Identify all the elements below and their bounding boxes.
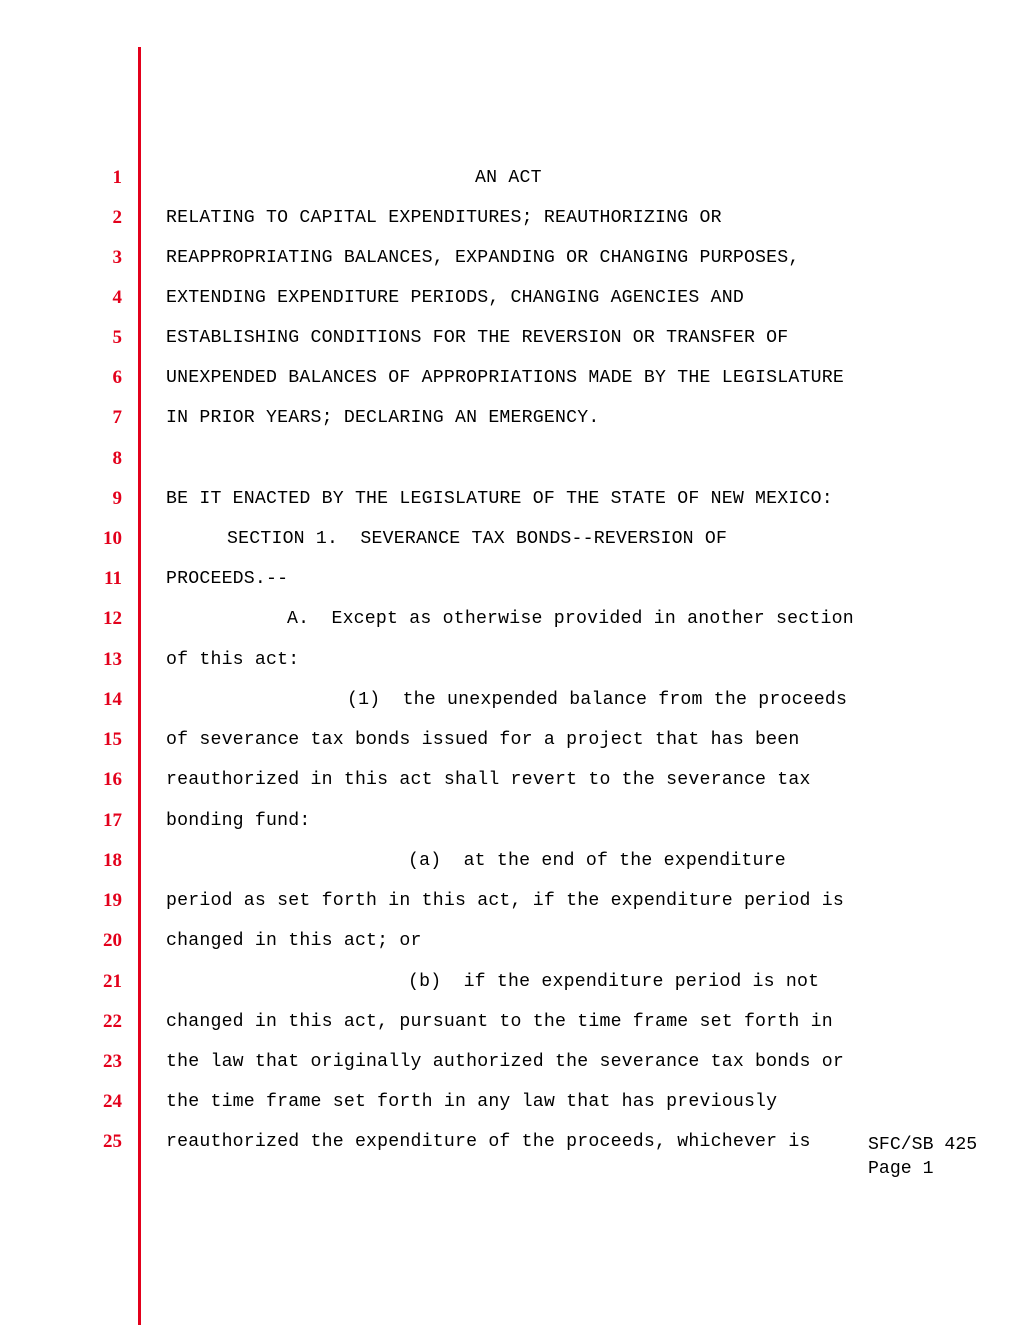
line-number: 3 [112, 247, 122, 268]
line-number: 22 [103, 1011, 122, 1032]
line-number: 9 [112, 488, 122, 509]
line-number: 6 [112, 367, 122, 388]
line-number: 5 [112, 327, 122, 348]
line-number: 2 [112, 207, 122, 228]
title-line: RELATING TO CAPITAL EXPENDITURES; REAUTHORIZING OR [166, 208, 722, 228]
line-number: 24 [103, 1091, 122, 1112]
paragraph-line: (1) the unexpended balance from the proceeds [347, 690, 848, 710]
body-line: bonding fund: [166, 811, 311, 831]
title-line: ESTABLISHING CONDITIONS FOR THE REVERSION OR TRANSFER OF [166, 328, 789, 348]
line-number: 13 [103, 649, 122, 670]
line-number: 4 [112, 287, 122, 308]
body-line: of severance tax bonds issued for a project that has been [166, 730, 800, 750]
body-line: period as set forth in this act, if the expenditure period is [166, 891, 844, 911]
bill-id: SFC/SB 425 [868, 1135, 978, 1155]
margin-rule [138, 47, 141, 1325]
line-number: 18 [103, 850, 122, 871]
body-line: reauthorized in this act shall revert to the severance tax [166, 770, 811, 790]
body-line: changed in this act, pursuant to the time frame set forth in [166, 1012, 833, 1032]
section-heading: PROCEEDS.-- [166, 569, 289, 589]
line-number: 7 [112, 407, 122, 428]
line-number: 14 [103, 689, 122, 710]
line-number: 23 [103, 1051, 122, 1072]
bill-heading: AN ACT [475, 168, 542, 188]
body-line: of this act: [166, 650, 300, 670]
line-number: 16 [103, 769, 122, 790]
line-number: 20 [103, 930, 122, 951]
enacting-clause: BE IT ENACTED BY THE LEGISLATURE OF THE STATE OF NEW MEXICO: [166, 489, 833, 509]
body-line: reauthorized the expenditure of the proceeds, whichever is [166, 1132, 811, 1152]
line-number: 15 [103, 729, 122, 750]
line-number: 25 [103, 1131, 122, 1152]
subparagraph-line: (a) at the end of the expenditure [408, 851, 786, 871]
line-number: 8 [112, 448, 122, 469]
subparagraph-line: (b) if the expenditure period is not [408, 972, 820, 992]
section-heading: SECTION 1. SEVERANCE TAX BONDS--REVERSION OF [227, 529, 728, 549]
line-number: 12 [103, 608, 122, 629]
line-number: 1 [112, 167, 122, 188]
line-number: 11 [104, 568, 122, 589]
title-line: EXTENDING EXPENDITURE PERIODS, CHANGING AGENCIES AND [166, 288, 744, 308]
subsection-line: A. Except as otherwise provided in another section [287, 609, 854, 629]
title-line: UNEXPENDED BALANCES OF APPROPRIATIONS MADE BY THE LEGISLATURE [166, 368, 844, 388]
page-number: Page 1 [868, 1159, 934, 1179]
line-number: 10 [103, 528, 122, 549]
line-number: 17 [103, 810, 122, 831]
line-number: 21 [103, 971, 122, 992]
title-line: REAPPROPRIATING BALANCES, EXPANDING OR CHANGING PURPOSES, [166, 248, 800, 268]
title-line: IN PRIOR YEARS; DECLARING AN EMERGENCY. [166, 408, 600, 428]
body-line: the time frame set forth in any law that has previously [166, 1092, 778, 1112]
body-line: changed in this act; or [166, 931, 422, 951]
body-line: the law that originally authorized the severance tax bonds or [166, 1052, 844, 1072]
line-number: 19 [103, 890, 122, 911]
